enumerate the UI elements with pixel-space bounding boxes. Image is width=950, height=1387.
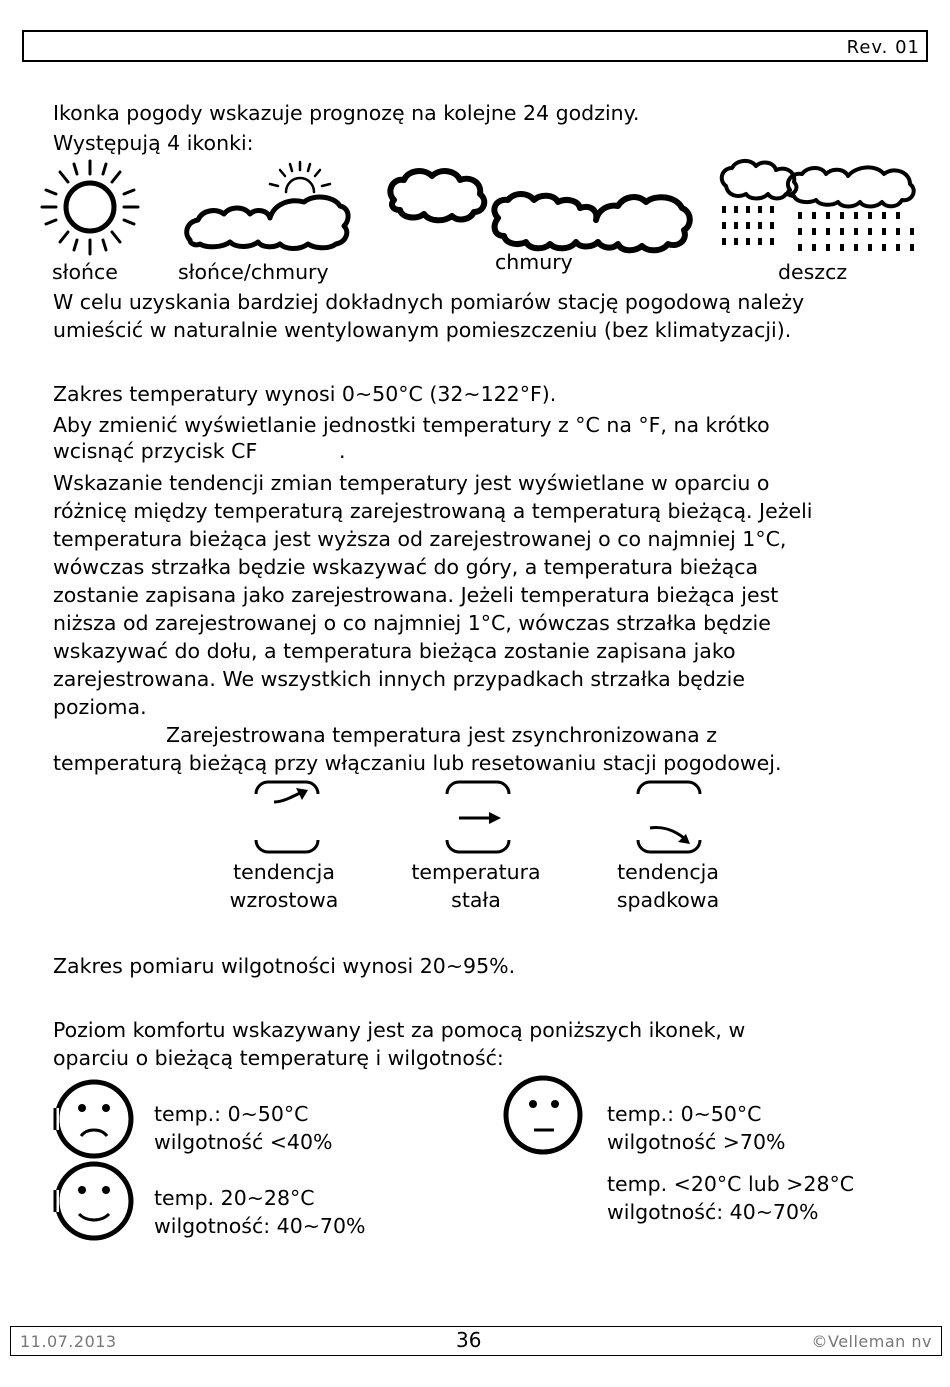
sad-face-icon [53, 1078, 135, 1160]
intro-line-2: Występują 4 ikonki: [53, 131, 254, 155]
revision-label: Rev. 01 [846, 37, 920, 58]
comfort-neutral-temp: temp.: 0~50°C [607, 1102, 762, 1126]
sync-line-2: temperaturą bieżącą przy włączaniu lub resetowaniu stacji pogodowej. [53, 751, 782, 775]
footer-copyright: ©Velleman nv [811, 1332, 932, 1351]
weather-label-sun-cloud: słońce/chmury [178, 260, 329, 284]
trend-label-steady-2: stała [451, 888, 501, 912]
comfort-other-temp: temp. <20°C lub >28°C [607, 1172, 855, 1196]
header-box [22, 30, 928, 62]
trend-text-line: wówczas strzałka będzie wskazywać do góry, a temperatura bieżąca [53, 555, 759, 579]
trend-text-line: pozioma. [53, 695, 147, 719]
sync-line-1: Zarejestrowana temperatura jest zsynchronizowana z [166, 723, 717, 747]
comfort-happy-humidity: wilgotność: 40~70% [154, 1214, 366, 1238]
trend-down-icon [634, 780, 704, 854]
trend-text-line: Wskazanie tendencji zmian temperatury jest wyświetlane w oparciu o [53, 471, 770, 495]
trend-text-line: niższa od zarejestrowanej o co najmniej 1°C, wówczas strzałka będzie [53, 611, 771, 635]
sun-icon [38, 158, 142, 258]
page-number: 36 [456, 1328, 482, 1352]
placement-line-2: umieścić w naturalnie wentylowanym pomieszczeniu (bez klimatyzacji). [53, 318, 792, 342]
clouds-icon [386, 164, 694, 254]
trend-label-up-1: tendencja [233, 860, 335, 884]
trend-text-line: zostanie zapisana jako zarejestrowana. Jeżeli temperatura bieżąca jest [53, 583, 779, 607]
unit-line-2: wcisnąć przycisk CF [53, 439, 258, 463]
trend-label-down-1: tendencja [617, 860, 719, 884]
weather-label-clouds: chmury [495, 250, 573, 274]
footer-date: 11.07.2013 [20, 1332, 117, 1351]
comfort-sad-humidity: wilgotność <40% [154, 1130, 333, 1154]
comfort-sad-temp: temp.: 0~50°C [154, 1102, 309, 1126]
weather-label-rain: deszcz [778, 260, 848, 284]
trend-text-line: różnicę między temperaturą zarejestrowaną a temperaturą bieżącą. Jeżeli [53, 499, 813, 523]
comfort-other-humidity: wilgotność: 40~70% [607, 1200, 819, 1224]
weather-label-sun: słońce [52, 260, 118, 284]
trend-label-down-2: spadkowa [616, 888, 720, 912]
trend-text-line: zarejestrowana. We wszystkich innych przypadkach strzałka będzie [53, 667, 745, 691]
comfort-line-2: oparciu o bieżącą temperaturę i wilgotność: [53, 1046, 504, 1070]
trend-text-line: wskazywać do dołu, a temperatura bieżąca zostanie zapisana jako [53, 639, 736, 663]
trend-text-line: temperatura bieżąca jest wyższa od zarejestrowanej o co najmniej 1°C, [53, 527, 787, 551]
sun-cloud-icon [182, 158, 352, 252]
placement-line-1: W celu uzyskania bardziej dokładnych pomiarów stację pogodową należy [53, 290, 805, 314]
temperature-range: Zakres temperatury wynosi 0~50°C (32~122°F). [53, 382, 557, 406]
comfort-happy-temp: temp. 20~28°C [154, 1186, 315, 1210]
intro-line-1: Ikonka pogody wskazuje prognozę na kolejne 24 godziny. [53, 101, 640, 125]
trend-label-steady-1: temperatura [411, 860, 541, 884]
unit-line-2-end: . [339, 439, 346, 463]
humidity-range: Zakres pomiaru wilgotności wynosi 20~95%. [53, 954, 516, 978]
happy-face-icon [53, 1160, 135, 1242]
trend-steady-icon [443, 780, 513, 854]
comfort-neutral-humidity: wilgotność >70% [607, 1130, 786, 1154]
trend-label-up-2: wzrostowa [229, 888, 339, 912]
rain-icon [716, 156, 918, 256]
trend-up-icon [252, 780, 322, 854]
comfort-line-1: Poziom komfortu wskazywany jest za pomocą poniższych ikonek, w [53, 1018, 746, 1042]
unit-line-1: Aby zmienić wyświetlanie jednostki temperatury z °C na °F, na krótko [53, 413, 770, 437]
neutral-face-icon [502, 1074, 584, 1156]
